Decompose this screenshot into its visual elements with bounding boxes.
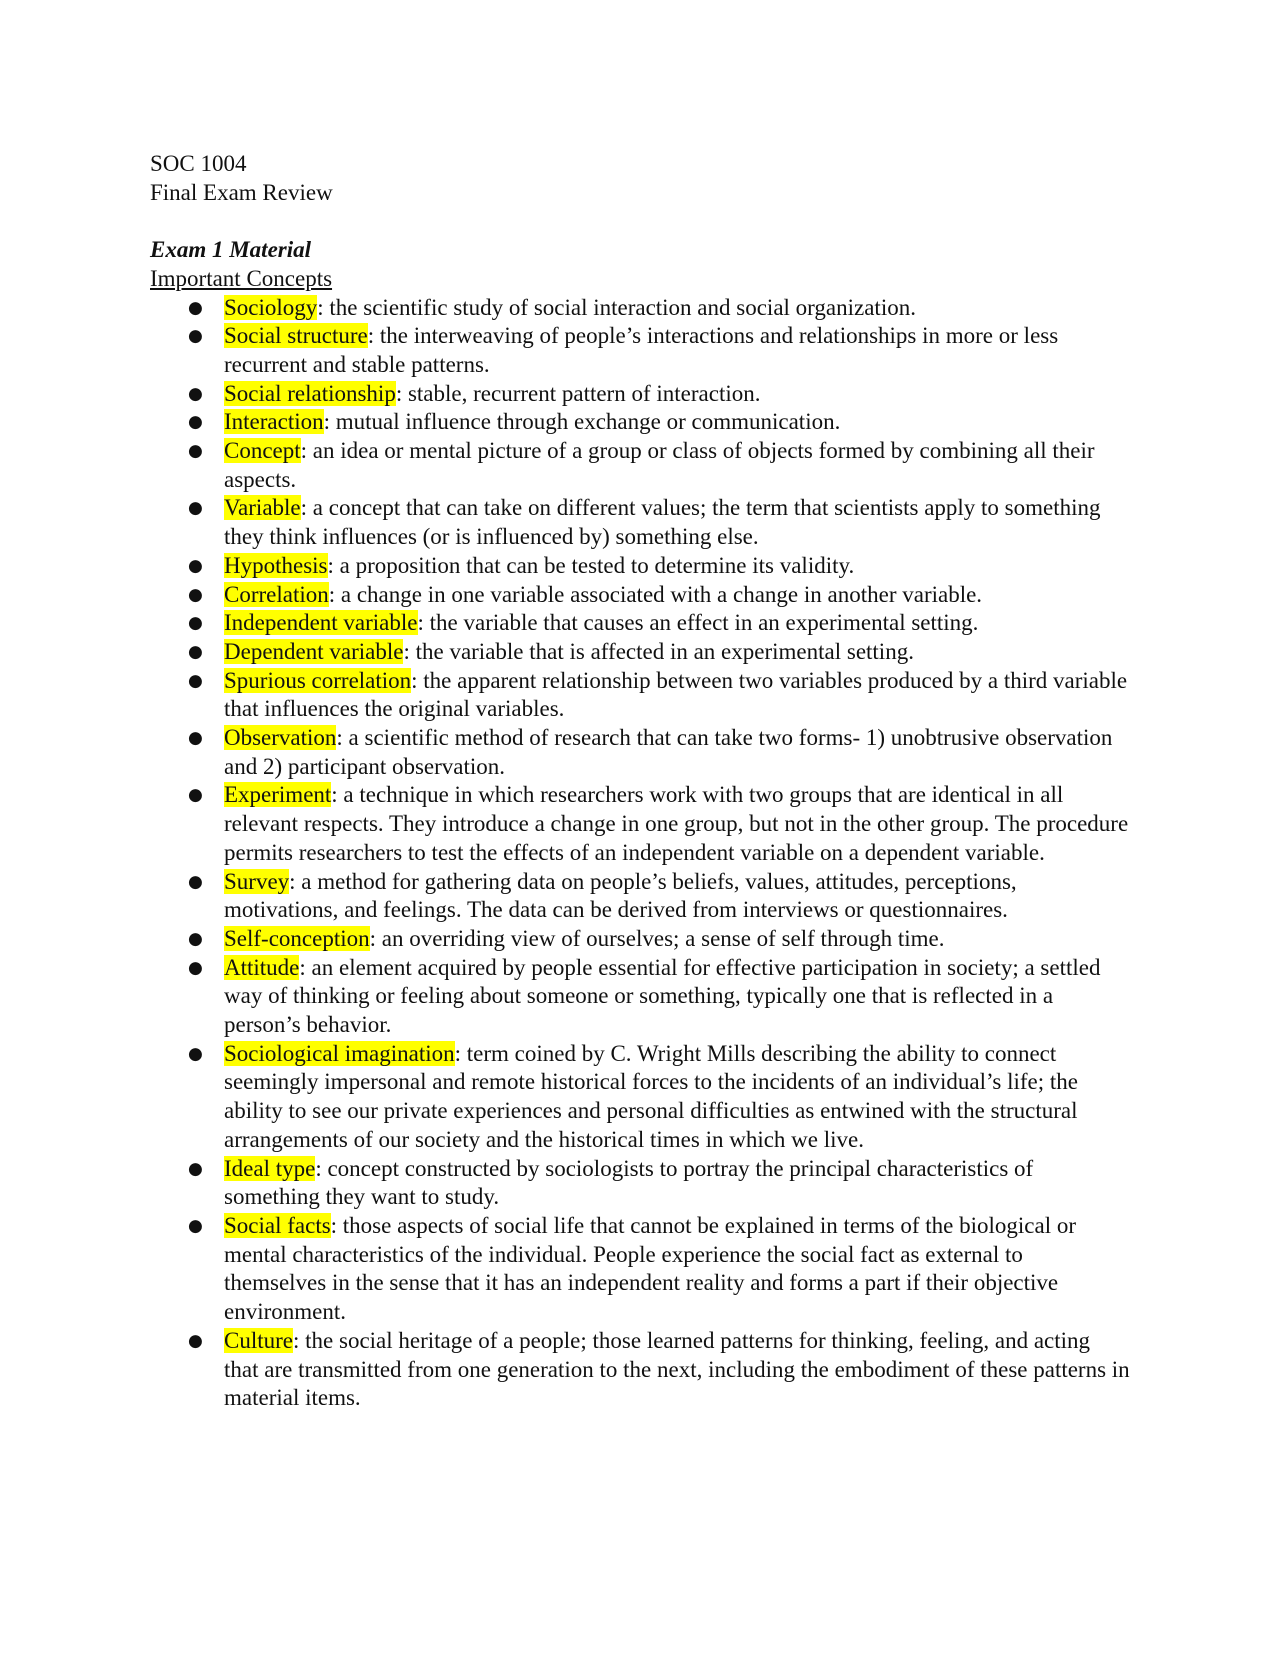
concept-term: Correlation: [224, 581, 329, 607]
concept-term: Observation: [224, 725, 337, 751]
bullet-icon: ●: [188, 871, 203, 892]
concept-term: Concept: [224, 438, 301, 464]
concept-term: Social facts: [224, 1213, 331, 1238]
bullet-icon: ●: [188, 957, 203, 978]
list-item: [150, 868, 1130, 925]
document-content: [150, 150, 1130, 1413]
bullet-icon: ●: [188, 785, 203, 806]
concept-definition: : term coined by C. Wright Mills describing the ability to connect seemingly impersonal and remote historical forces to the incidents of an individual’s life; the ability to see our private experiences and personal difficulties as entwined with the structural arrangements of our society and the historical times in which we live.: [224, 1040, 1078, 1152]
concept-term: Survey: [224, 868, 290, 894]
concept-definition: : a technique in which researchers work with two groups that are identical in all relevant respects. They introduce a change in one group, but not in the other group. The procedure permits researchers to test the effects of an independent variable on a dependent variable.: [224, 782, 1129, 865]
list-item: [150, 1212, 1130, 1327]
blank-line: [150, 207, 1130, 236]
concept-term: Sociology: [224, 294, 318, 320]
concept-definition: : the interweaving of people’s interactions and relationships in more or less recurrent and stable patterns.: [224, 323, 1059, 377]
concept-term: Interaction: [224, 409, 324, 435]
concept-term: Variable: [224, 495, 301, 521]
concept-definition: : a proposition that can be tested to determine its validity.: [327, 552, 855, 578]
document-subtitle: Final Exam Review: [150, 179, 333, 205]
list-item: [150, 1040, 1130, 1155]
concept-definition: : a method for gathering data on people’s beliefs, values, attitudes, perceptions, motivations, and feelings. The data can be derived from interviews or questionnaires.: [224, 868, 1017, 923]
bullet-icon: ●: [188, 498, 203, 519]
list-item: [150, 437, 1130, 494]
bullet-icon: ●: [188, 928, 203, 949]
bullet-icon: ●: [188, 441, 203, 462]
concept-definition: : an idea or mental picture of a group or class of objects formed by combining all their aspects.: [224, 438, 1095, 492]
list-item: [150, 954, 1130, 1040]
section-subheading: Important Concepts: [150, 265, 333, 291]
course-code: SOC 1004: [150, 151, 247, 176]
concept-definition: : an overriding view of ourselves; a sense of self through time.: [369, 925, 945, 951]
bullet-icon: ●: [188, 728, 203, 749]
list-item: [150, 1155, 1130, 1212]
concept-definition: : the apparent relationship between two variables produced by a third variable that influences the original variables.: [224, 667, 1128, 722]
concept-definition: : a change in one variable associated with a change in another variable.: [328, 581, 983, 607]
list-item: [150, 609, 1130, 638]
concept-term: Dependent variable: [224, 638, 404, 664]
bullet-icon: ●: [188, 613, 203, 634]
concept-definition: : mutual influence through exchange or communication.: [323, 409, 841, 435]
concept-term: Ideal type: [224, 1155, 316, 1181]
concept-definition: : a concept that can take on different values; the term that scientists apply to something they think influences (or is influenced by) something else.: [224, 495, 1101, 550]
concept-definition: : an element acquired by people essential for effective participation in society; a settled way of thinking or feeling about someone or something, typically one that is reflected in a person’s behavior.: [224, 954, 1101, 1038]
bullet-icon: ●: [188, 670, 203, 691]
bullet-icon: ●: [188, 1158, 203, 1179]
bullet-icon: ●: [188, 555, 203, 576]
concept-definition: : the variable that is affected in an experimental setting.: [403, 638, 914, 664]
bullet-icon: ●: [188, 1216, 203, 1236]
concept-definition: : the scientific study of social interaction and social organization.: [317, 294, 916, 320]
bullet-icon: ●: [188, 326, 203, 347]
concept-term: Social structure: [224, 323, 368, 349]
concept-term: Experiment: [224, 782, 332, 808]
list-item: [150, 380, 1130, 409]
concept-definition: : concept constructed by sociologists to portray the principal characteristics of something they want to study.: [224, 1155, 1034, 1210]
list-item: [150, 408, 1130, 437]
concept-definition: : the variable that causes an effect in an experimental setting.: [417, 610, 979, 636]
list-item: [150, 322, 1130, 379]
list-item: [150, 494, 1130, 551]
concept-term: Spurious correlation: [224, 667, 412, 693]
bullet-icon: ●: [188, 297, 203, 318]
bullet-icon: ●: [188, 584, 203, 605]
concept-term: Sociological imagination: [224, 1040, 455, 1066]
concept-definition: : those aspects of social life that cannot be explained in terms of the biological or mental characteristics of the individual. People experience the social fact as external to themselves in the sense that it has an independent reality and forms a part if their objective environment.: [224, 1213, 1077, 1325]
list-item: [150, 667, 1130, 724]
concept-definition: : stable, recurrent pattern of interaction.: [395, 380, 761, 406]
concept-term: Social relationship: [224, 380, 396, 406]
list-item: [150, 294, 1130, 323]
concept-term: Self-conception: [224, 925, 370, 951]
bullet-icon: ●: [188, 412, 203, 433]
concept-term: Attitude: [224, 954, 300, 980]
list-item: [150, 925, 1130, 954]
list-item: [150, 552, 1130, 581]
bullet-icon: ●: [188, 383, 203, 404]
list-item: [150, 638, 1130, 667]
list-item: [150, 581, 1130, 610]
list-item: [150, 724, 1130, 781]
section-title: Exam 1 Material: [150, 237, 312, 263]
list-item: [150, 1327, 1130, 1413]
bullet-icon: ●: [188, 641, 203, 662]
bullet-icon: ●: [188, 1043, 203, 1064]
concept-definition: : a scientific method of research that can take two forms- 1) unobtrusive observation and 2) participant observation.: [224, 725, 1113, 779]
concept-list: [150, 294, 1130, 1413]
concept-definition: : the social heritage of a people; those learned patterns for thinking, feeling, and acting that are transmitted from one generation to the next, including the embodiment of these patterns in material items.: [224, 1327, 1130, 1411]
concept-term: Culture: [224, 1327, 293, 1353]
list-item: [150, 781, 1130, 867]
concept-term: Independent variable: [224, 610, 418, 636]
concept-term: Hypothesis: [224, 552, 328, 578]
bullet-icon: ●: [188, 1330, 203, 1351]
